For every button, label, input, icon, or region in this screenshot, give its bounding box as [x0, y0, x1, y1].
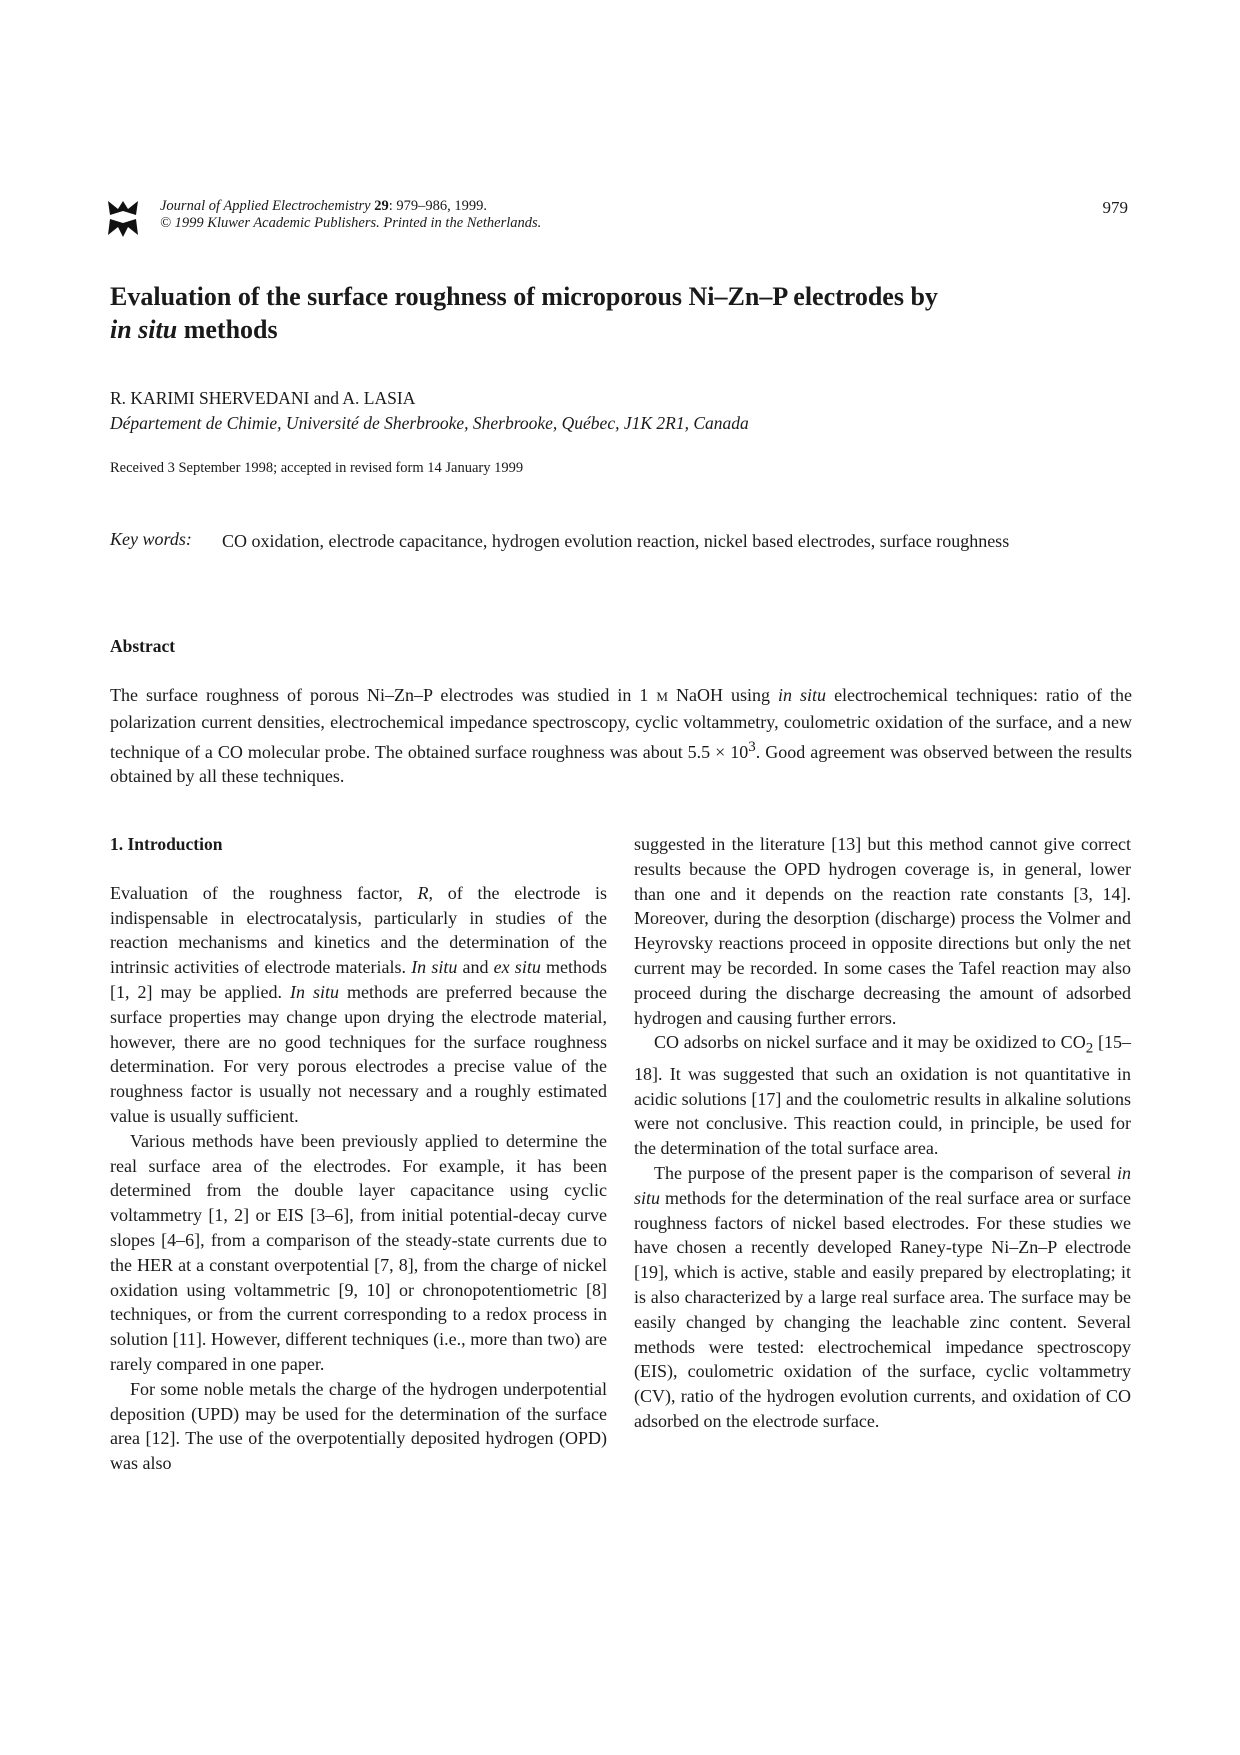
paragraph: CO adsorbs on nickel surface and it may be oxidized to $CO_2$ [15–18]. It was suggested that such an oxidation is not quantitative in acidic solutions [17] and the coulometric results in alkaline solutions were not conclusive. This reaction could, in principle, be used for the determination of the total surface area. — [634, 1032, 1131, 1159]
publisher-logo-icon — [106, 197, 140, 239]
paragraph: For some noble metals the charge of the hydrogen underpotential deposition (UPD) may be used for the determination of the surface area [12]. The use of the overpotentially deposited hydrogen (OPD) was also — [110, 1378, 607, 1474]
paragraph: Evaluation of the roughness factor, R, of the electrode is indispensable in electrocatalysis, particularly in studies of the reaction mechanisms and kinetics and the determination of the intrinsic activities of electrode materials. In situ and ex situ methods [1, 2] may be applied. In situ methods are preferred because the surface properties may change upon drying the electrode material, however, there are no good techniques for the surface roughness determination. For very porous electrodes a precise value of the roughness factor is usually not necessary and a roughly estimated value is usually sufficient. — [110, 882, 608, 1126]
copyright-line: © 1999 Kluwer Academic Publishers. Printed in the Netherlands. — [160, 215, 542, 231]
section-heading: 1. Introduction — [110, 834, 223, 854]
journal-citation: Journal of Applied Electrochemistry 29: 979–986, 1999. © 1999 Kluwer Academic Publishers. Printed in the Netherlands. — [160, 198, 542, 231]
paragraph: suggested in the literature [13] but this method cannot give correct results because the OPD hydrogen coverage is, in general, lower than one and it depends on the reaction rate constants [3, 14]. Moreover, during the desorption (discharge) process the Volmer and Heyrovsky reactions proceed in opposite directions but only the net current may be recorded. In some cases the Tafel reaction may also proceed during the discharge decreasing the amount of adsorbed hydrogen and causing further errors. — [634, 834, 1131, 1028]
abstract-heading: Abstract — [110, 636, 176, 656]
authors: R. KARIMI SHERVEDANI and A. LASIA — [110, 388, 416, 408]
paragraph: Various methods have been previously applied to determine the real surface area of the electrodes. For example, it has been determined from the double layer capacitance using cyclic voltammetry [1, 2] or EIS [3–6], from initial potential-decay curve slopes [4–6], from a comparison of the steady-state currents due to the HER at a constant overpotential [7, 8], from the charge of nickel oxidation using voltammetric [9, 10] or chronopotentiometric [8] techniques, or from the current corresponding to a redox process in solution [11]. However, different techniques (i.e., more than two) are rarely compared in one paper. — [110, 1130, 607, 1374]
abstract-text: The surface roughness of porous Ni–Zn–P electrodes was studied in 1 M NaOH using in situ electrochemical techniques: ratio of the polarization current densities, electrochemical impedance spectroscopy, cyclic voltammetry, coulometric oxidation of the surface, and a new technique of a CO molecular probe. The obtained surface roughness was about $5.5 \times 10^3$. Good agreement was observed between the results obtained by all these techniques. — [110, 685, 1132, 787]
right-column — [634, 832, 1131, 1434]
paper-title: Evaluation of the surface roughness of microporous Ni–Zn–P electrodes by in situ methods — [110, 282, 938, 344]
paragraph: The purpose of the present paper is the comparison of several in situ methods for the determination of the real surface area or surface roughness factors of nickel based electrodes. For these studies we have chosen a recently developed Raney-type Ni–Zn–P electrode [19], which is active, stable and easily prepared by electroplating; it is also characterized by a large real surface area. The surface may be easily changed by changing the leachable zinc content. Several methods were tested: electrochemical impedance spectroscopy (EIS), coulometric oxidation of the surface, cyclic voltammetry (CV), ratio of the hydrogen evolution currents, and oxidation of CO adsorbed on the electrode surface. — [634, 1162, 1131, 1431]
page-number: 979 — [1102, 198, 1128, 217]
affiliation: Département de Chimie, Université de Sherbrooke, Sherbrooke, Québec, J1K 2R1, Canada — [110, 413, 749, 433]
received-date: Received 3 September 1998; accepted in revised form 14 January 1999 — [110, 460, 524, 476]
left-column — [110, 832, 607, 1476]
keywords-label: Key words: — [110, 529, 192, 549]
keywords-text: CO oxidation, electrode capacitance, hydrogen evolution reaction, nickel based electrodes, surface roughness — [222, 531, 1010, 551]
